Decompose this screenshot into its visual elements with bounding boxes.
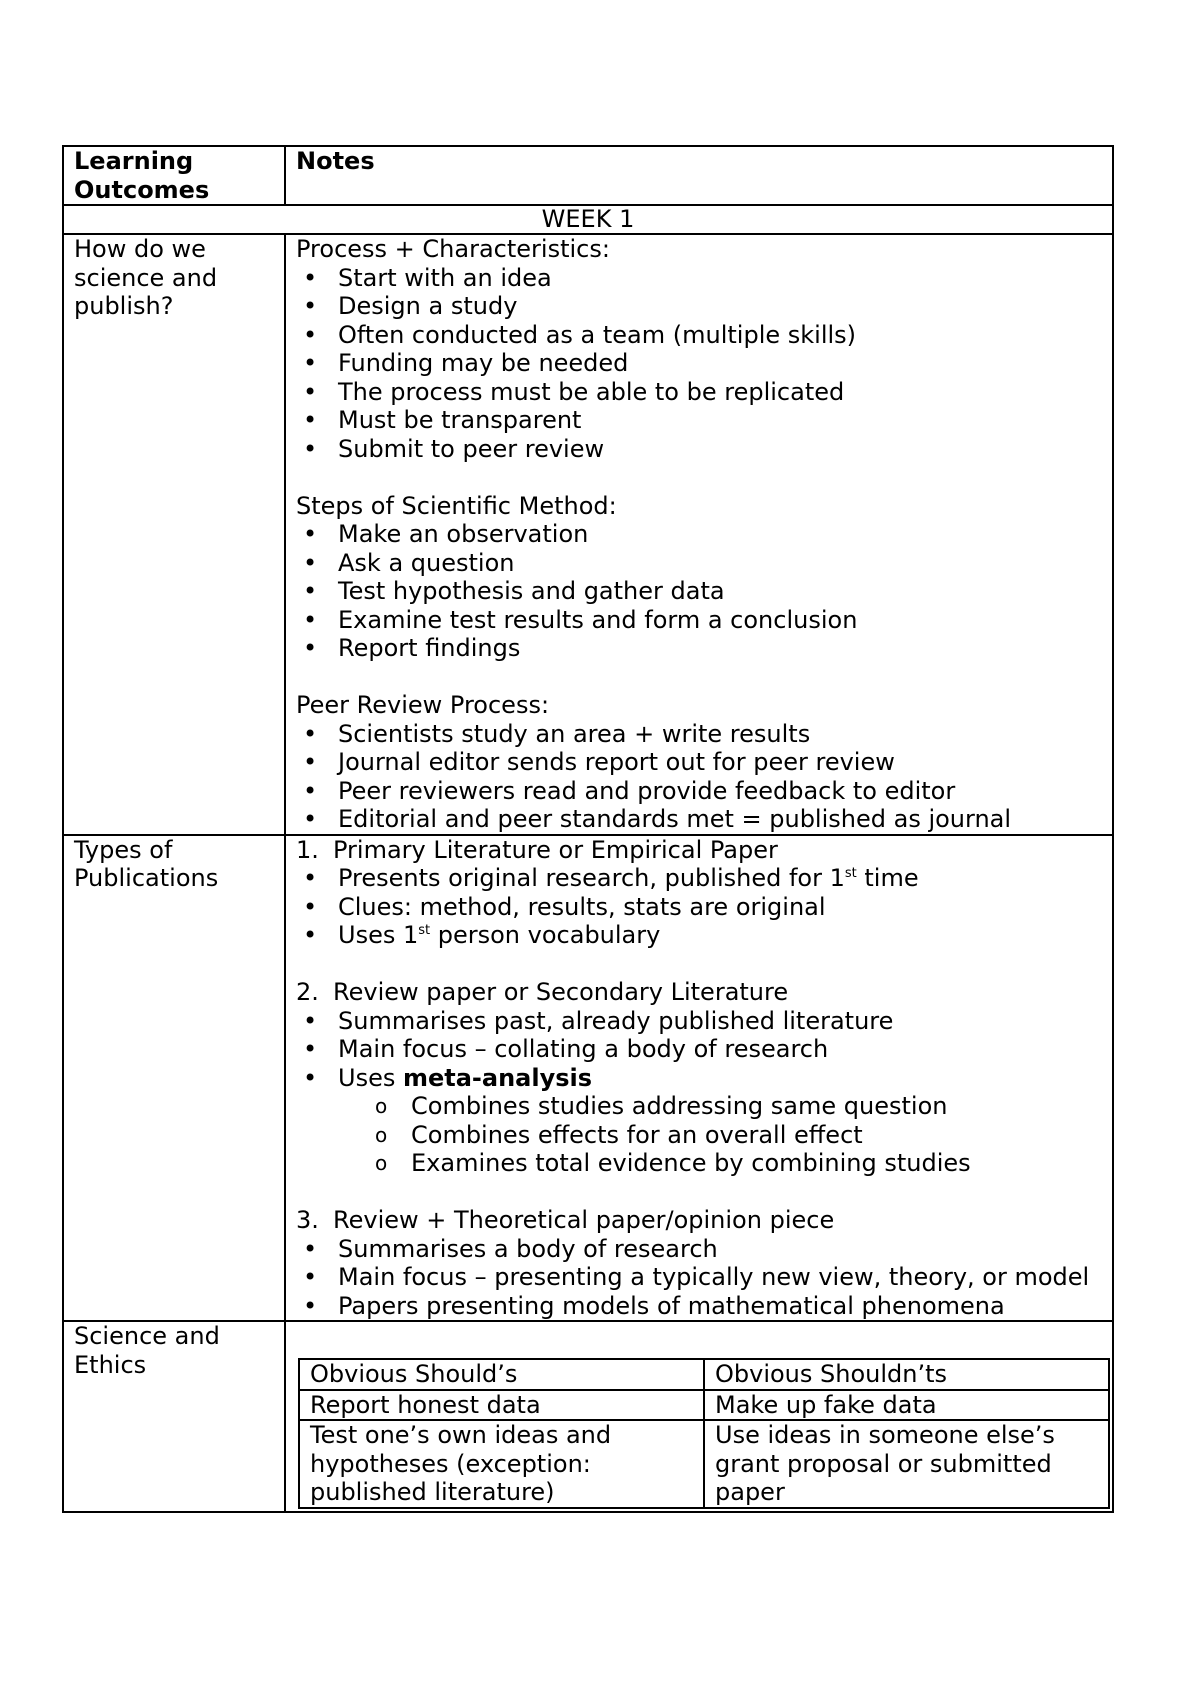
outcome-science-publish: How do we science and publish?	[63, 234, 285, 835]
list-item: • Often conducted as a team (multiple skills)	[338, 321, 1102, 350]
list-item: • Must be transparent	[338, 406, 1102, 435]
block-heading: Peer Review Process:	[296, 691, 550, 719]
sub-list-item: o Combines studies addressing same question	[411, 1092, 1102, 1121]
ethics-header-row	[299, 1359, 1109, 1390]
text: person vocabulary	[430, 921, 661, 949]
numbered-heading	[296, 1206, 1102, 1235]
list-item: • Summarises past, already published literature	[338, 1007, 1102, 1036]
header-notes: Notes	[285, 146, 1113, 205]
text: Uses	[338, 1063, 403, 1092]
list-item	[338, 921, 1102, 950]
type-title: Review paper or Secondary Literature	[333, 978, 789, 1006]
bullet-list	[338, 864, 1102, 950]
list-number: 2.	[296, 978, 319, 1006]
bullet-list	[338, 520, 1102, 663]
bullet-list	[338, 264, 1102, 464]
list-item	[338, 864, 1102, 893]
list-item	[338, 1064, 1102, 1178]
document	[62, 145, 1114, 1513]
list-item: • Editorial and peer standards met = published as journal	[338, 805, 1102, 834]
list-item: • Report findings	[338, 634, 1102, 663]
sub-list-item: o Combines effects for an overall effect	[411, 1121, 1102, 1150]
list-item: • Design a study	[338, 292, 1102, 321]
list-number: 1.	[296, 835, 319, 864]
list-item: • Scientists study an area + write results	[338, 720, 1102, 749]
numbered-heading	[296, 978, 1102, 1007]
sub-list-item: o Examines total evidence by combining studies	[411, 1149, 1102, 1178]
notes-science-ethics	[285, 1321, 1113, 1512]
list-item: • Make an observation	[338, 520, 1102, 549]
superscript: st	[844, 866, 857, 881]
list-item: • Clues: method, results, stats are original	[338, 893, 1102, 922]
table-cell: Test one’s own ideas and hypotheses (exception: published literature)	[299, 1420, 704, 1508]
table-row	[299, 1420, 1109, 1508]
list-item: • Main focus – presenting a typically new view, theory, or model	[338, 1263, 1102, 1292]
list-number: 3.	[296, 1206, 319, 1234]
list-item: • Funding may be needed	[338, 349, 1102, 378]
list-item: • Submit to peer review	[338, 435, 1102, 464]
row-science-publish	[63, 234, 1113, 835]
notes-types-of-publications	[285, 835, 1113, 1322]
list-item: • Test hypothesis and gather data	[338, 577, 1102, 606]
notes-science-publish	[285, 234, 1113, 835]
list-item: • Examine test results and form a conclusion	[338, 606, 1102, 635]
numbered-heading	[296, 836, 1102, 865]
outcome-science-ethics: Science and Ethics	[63, 1321, 285, 1512]
text: Uses 1	[338, 921, 419, 949]
text: time	[856, 864, 919, 892]
list-item: • Main focus – collating a body of research	[338, 1035, 1102, 1064]
list-item: • Papers presenting models of mathematical phenomena	[338, 1292, 1102, 1321]
list-item: • Journal editor sends report out for peer review	[338, 748, 1102, 777]
list-item: • Summarises a body of research	[338, 1235, 1102, 1264]
block-heading: Steps of Scientific Method:	[296, 491, 617, 520]
header-row	[63, 146, 1113, 205]
list-item: • Ask a question	[338, 549, 1102, 578]
type-title: Review + Theoretical paper/opinion piece	[333, 1206, 835, 1234]
row-science-ethics	[63, 1321, 1113, 1512]
type-title: Primary Literature or Empirical Paper	[333, 835, 778, 864]
bullet-list	[338, 1235, 1102, 1321]
week-row	[63, 205, 1113, 234]
list-item: • Peer reviewers read and provide feedback to editor	[338, 777, 1102, 806]
sub-list	[411, 1092, 1102, 1178]
list-item: • Start with an idea	[338, 264, 1102, 293]
bullet-list	[338, 720, 1102, 834]
notes-table	[62, 145, 1114, 1513]
table-cell: Report honest data	[299, 1390, 704, 1421]
header-learning-outcomes: Learning Outcomes	[63, 146, 285, 205]
bold-term: meta-analysis	[402, 1063, 593, 1092]
bullet-list	[338, 1007, 1102, 1178]
outcome-types-of-publications: Types of Publications	[63, 835, 285, 1322]
ethics-header-shouldnts: Obvious Shouldn’ts	[704, 1359, 1109, 1390]
text: Presents original research, published for 1	[338, 864, 845, 892]
week-label: WEEK 1	[63, 205, 1113, 234]
table-cell: Use ideas in someone else’s grant proposal or submitted paper	[704, 1420, 1109, 1508]
list-item: • The process must be able to be replicated	[338, 378, 1102, 407]
block-heading: Process + Characteristics:	[296, 235, 610, 263]
table-row	[299, 1390, 1109, 1421]
row-types-of-publications	[63, 835, 1113, 1322]
ethics-header-shoulds: Obvious Should’s	[299, 1359, 704, 1390]
superscript: st	[418, 923, 431, 938]
table-cell: Make up fake data	[704, 1390, 1109, 1421]
ethics-table	[298, 1358, 1110, 1509]
